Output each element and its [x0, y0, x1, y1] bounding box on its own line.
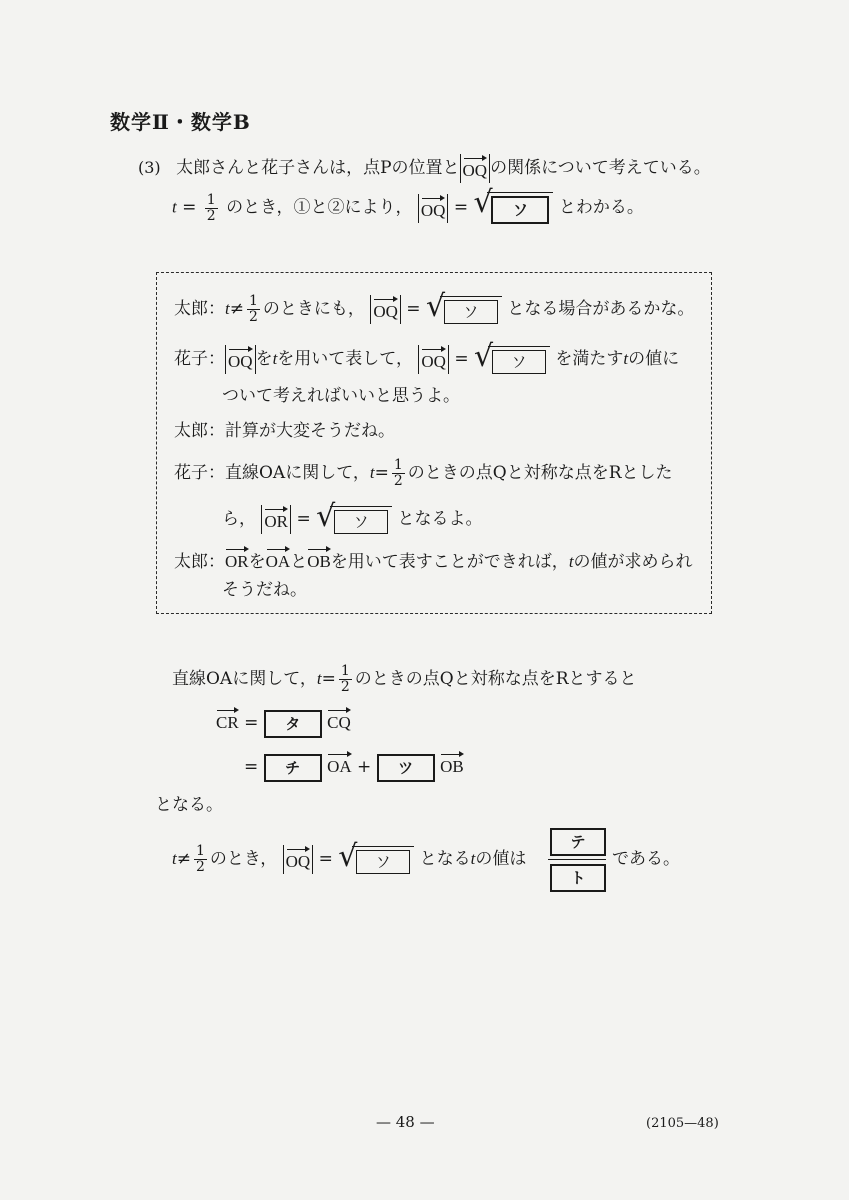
question-intro [138, 154, 711, 183]
sqrt [474, 338, 550, 374]
abs-oq [418, 194, 449, 223]
sqrt-icon: √ [425, 288, 446, 324]
fraction-bar [548, 859, 606, 860]
dialog-text: 直線OAに関して， [225, 463, 370, 483]
answer-box-so[interactable]: ソ [334, 510, 388, 534]
line-sqrt-result [172, 185, 644, 224]
final-text: となる [419, 849, 471, 869]
body-line [172, 664, 637, 695]
vector-oa: OA [327, 750, 352, 775]
sqrt-icon: √ [474, 338, 494, 374]
abs-oq [460, 154, 491, 183]
vector-oq: OQ [286, 845, 311, 870]
var-t: t [272, 349, 278, 368]
equals-sign: = [182, 197, 197, 218]
answer-box-to[interactable]: ト [550, 864, 606, 892]
vector-oq: OQ [373, 295, 398, 320]
body-text: 直線OAに関して， [172, 669, 317, 689]
sqrt-icon: √ [316, 498, 336, 534]
answer-box-so[interactable]: ソ [356, 850, 410, 874]
speaker-hanako: 花子： [174, 349, 225, 369]
abs-oq [225, 345, 256, 374]
tonaru-text: となる。 [155, 795, 223, 815]
page-number: — 48 — [376, 1113, 435, 1131]
answer-box-so[interactable]: ソ [491, 196, 549, 224]
fraction-half [247, 294, 260, 325]
var-t: t [172, 849, 177, 868]
dialog-line-7 [174, 545, 693, 573]
final-text: のとき， [209, 849, 278, 869]
dialog-text: のときの点Qと対称な点をRとした [407, 463, 673, 483]
answer-box-chi[interactable]: チ [264, 754, 322, 782]
equals-sign: = [244, 713, 259, 733]
dialog-text: のときにも， [262, 299, 365, 319]
dialog-text: を満たす [555, 349, 624, 369]
speaker-taro: 太郎： [174, 421, 225, 441]
sqrt [473, 185, 553, 224]
var-t: t [470, 849, 476, 868]
dialog-text: 計算が大変そうだね。 [225, 421, 395, 441]
fraction-half [339, 664, 352, 695]
dialog-text: を [248, 552, 266, 572]
dialog-line-1 [174, 288, 695, 325]
equals-sign: = [318, 849, 333, 869]
equals-sign: = [321, 669, 336, 689]
speaker-taro: 太郎： [174, 552, 225, 572]
dialog-line-8: そうだね。 [222, 580, 307, 600]
frac-den: 2 [248, 309, 258, 325]
speaker-taro: 太郎： [174, 299, 225, 319]
sqrt [338, 838, 414, 874]
speaker-hanako: 花子： [174, 463, 225, 483]
vector-oa: OA [266, 545, 291, 570]
equation-oa-ob [244, 750, 464, 782]
vector-oq: OQ [421, 194, 446, 219]
vector-oq: OQ [463, 154, 488, 179]
final-text: の値は [475, 849, 527, 869]
equals-sign: = [244, 757, 259, 777]
fraction-half [194, 844, 207, 875]
fraction-half [392, 458, 405, 489]
plus-sign: + [357, 757, 372, 777]
abs-oq [418, 345, 449, 374]
dialog-line-3: ついて考えればいいと思うよ。 [222, 386, 460, 406]
sqrt-icon: √ [338, 838, 358, 874]
frac-num: 1 [393, 457, 403, 473]
dialog-line-4 [174, 420, 395, 442]
intro-text: 太郎さんと花子さんは，点Pの位置と [176, 158, 460, 178]
fraction-half [205, 193, 218, 224]
line2-text-b: とわかる。 [558, 197, 644, 218]
equals-sign: = [406, 299, 421, 319]
var-t: t [369, 463, 375, 482]
vector-or: OR [225, 545, 249, 570]
final-tail: である。 [612, 849, 680, 869]
abs-or [261, 505, 291, 534]
neq-sign: ≠ [176, 849, 191, 869]
question-number: (3) [138, 158, 161, 177]
dialog-text: を用いて表すことができれば， [330, 552, 569, 572]
equation-cr [216, 706, 351, 738]
answer-box-te[interactable]: テ [550, 828, 606, 856]
equals-sign: = [453, 197, 469, 218]
dialog-text: を用いて表して， [277, 349, 413, 369]
vector-or: OR [264, 505, 288, 530]
neq-sign: ≠ [229, 299, 244, 319]
vector-oq: OQ [228, 345, 253, 370]
dialog-line-5 [174, 458, 673, 489]
frac-den: 2 [340, 679, 350, 695]
section-title: 数学Ⅱ・数学B [110, 110, 251, 134]
vector-ob: OB [440, 750, 464, 775]
dialog-line-2 [174, 338, 680, 374]
intro-tail: の関係について考えている。 [490, 158, 711, 178]
equals-sign: = [296, 509, 311, 529]
frac-den: 2 [206, 207, 216, 224]
var-t: t [172, 197, 177, 217]
var-t: t [623, 349, 629, 368]
frac-den: 2 [393, 473, 403, 489]
dialog-text: の値に [628, 349, 680, 369]
abs-oq [283, 845, 314, 874]
answer-box-ta[interactable]: タ [264, 710, 322, 738]
sqrt [316, 498, 392, 534]
answer-box-so[interactable]: ソ [492, 350, 546, 374]
frac-num: 1 [340, 663, 350, 679]
dialog-text: を [255, 349, 273, 369]
dialog-text: の値が求められ [573, 552, 693, 572]
vector-ob: OB [307, 545, 331, 570]
abs-oq [370, 295, 401, 324]
equals-sign: = [374, 463, 389, 483]
var-t: t [316, 669, 322, 688]
answer-box-tsu[interactable]: ツ [377, 754, 435, 782]
body-text: のときの点Qと対称な点をRとすると [354, 669, 637, 689]
answer-box-so[interactable]: ソ [444, 300, 498, 324]
final-line [172, 838, 527, 875]
vector-cr: CR [216, 706, 239, 731]
sqrt [425, 288, 502, 324]
vector-cq: CQ [327, 706, 351, 731]
exam-code: (2105—48) [646, 1116, 719, 1131]
sqrt-icon: √ [473, 185, 493, 220]
equals-sign: = [454, 349, 469, 369]
frac-den: 2 [195, 859, 205, 875]
var-t: t [568, 552, 574, 571]
vector-oq: OQ [421, 345, 446, 370]
frac-num: 1 [206, 191, 216, 208]
frac-num: 1 [195, 843, 205, 859]
dialog-text: となるよ。 [397, 509, 483, 529]
var-t: t [225, 299, 230, 318]
frac-num: 1 [248, 293, 258, 309]
dialog-text: ら， [222, 509, 256, 529]
line2-text-a: のとき，①と②により， [226, 197, 413, 218]
dialog-line-6 [222, 498, 483, 534]
dialog-text: と [290, 552, 308, 572]
dialog-text: となる場合があるかな。 [507, 299, 695, 319]
